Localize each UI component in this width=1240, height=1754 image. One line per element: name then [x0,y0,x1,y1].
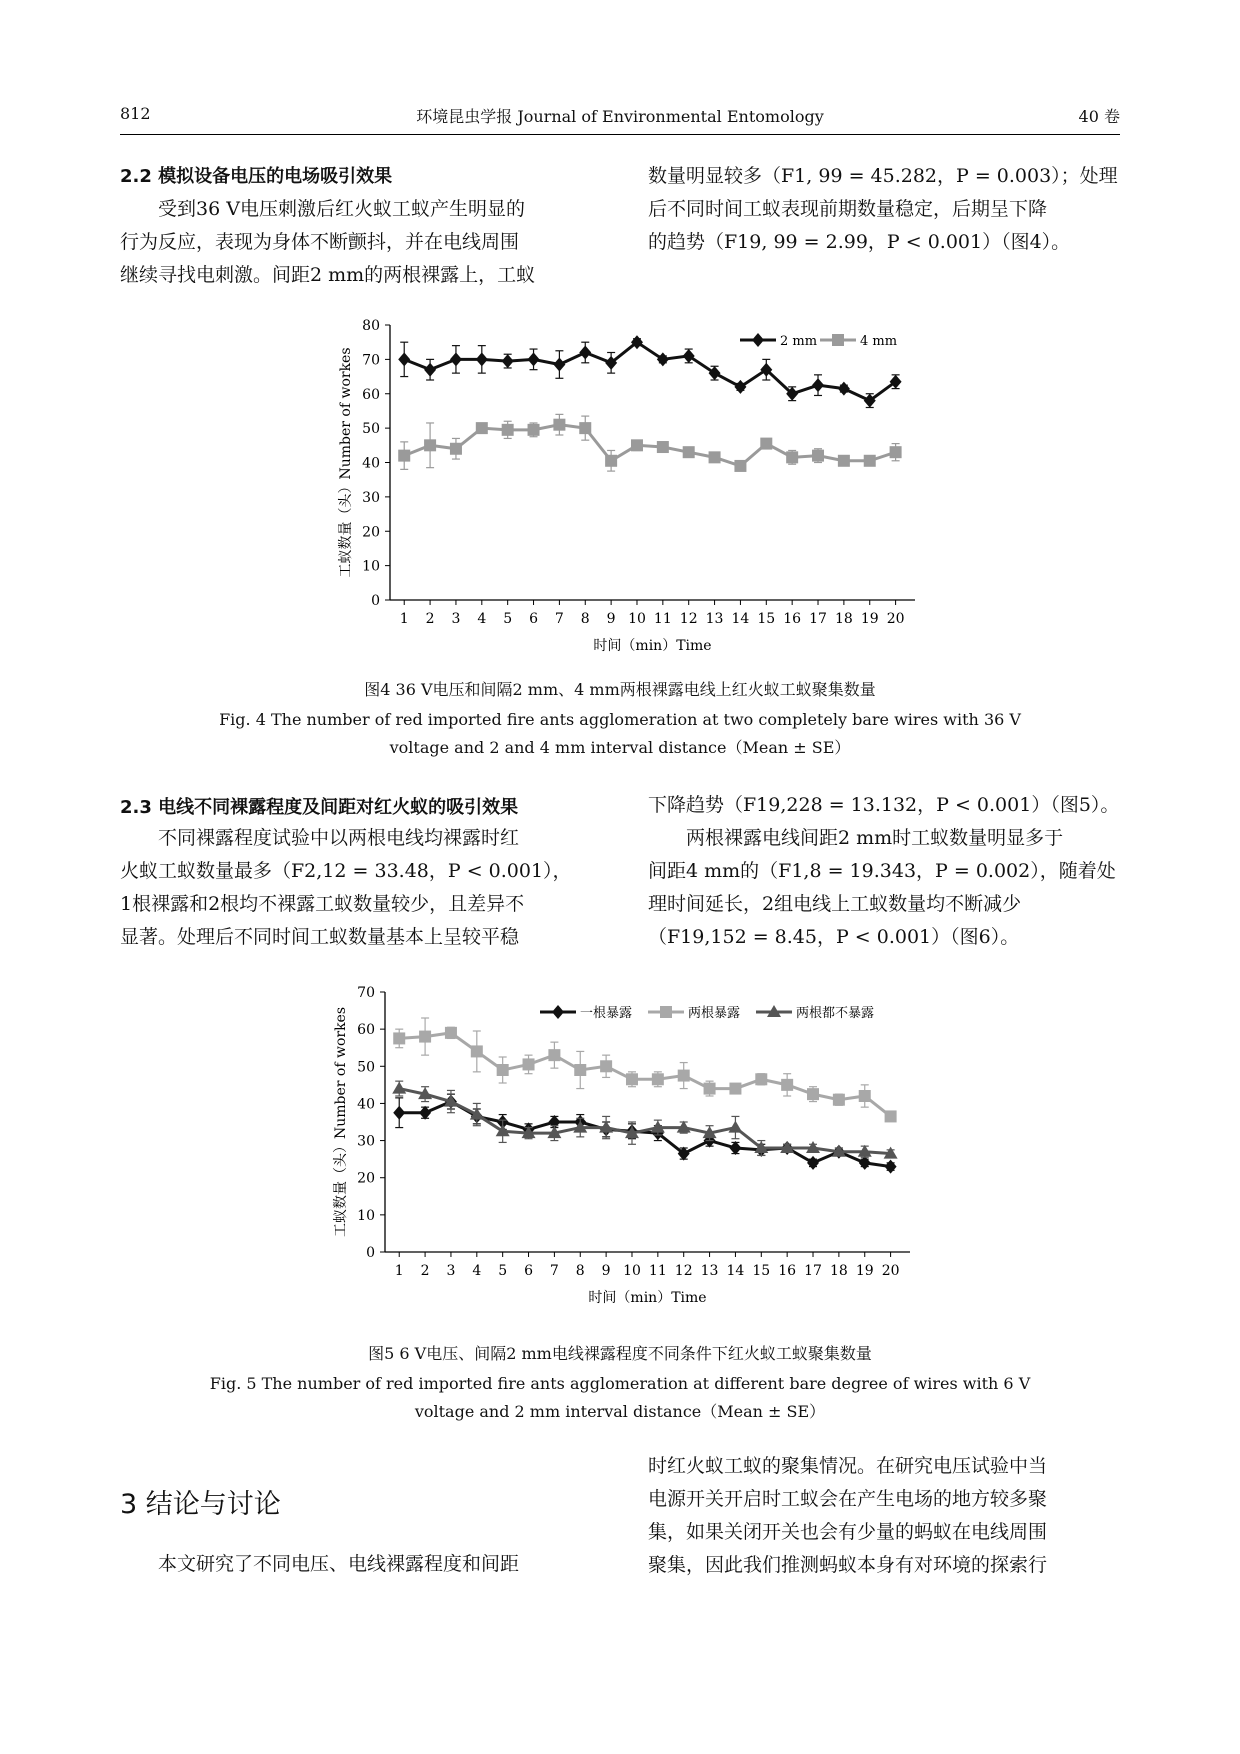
data-point [528,352,540,366]
text-line: 下降趋势（F19,228 = 13.132，P < 0.001）（图5）。 [648,794,1120,816]
data-point [864,455,876,467]
x-tick-label: 6 [524,1263,533,1279]
x-axis-label: 时间（min）Time [588,1290,707,1306]
x-tick-label: 9 [601,1263,611,1279]
data-point [553,419,565,431]
y-tick-label: 50 [362,421,380,438]
x-tick-label: 16 [783,611,802,627]
text-line: 聚集，因此我们推测蚂蚁本身有对环境的探索行 [648,1554,1048,1576]
y-tick-label: 0 [371,593,380,609]
data-point [755,1073,767,1085]
text-line: 电源开关开启时工蚁会在产生电场的地方较多聚 [648,1488,1048,1510]
legend-marker [752,333,764,347]
x-tick-label: 17 [809,611,827,627]
legend-marker [660,1006,672,1018]
text-line: 继续寻找电刺激。间距2 mm的两根裸露上，工蚁 [120,264,536,286]
text-line: 两根裸露电线间距2 mm时工蚁数量明显多于 [648,827,1064,849]
data-point [553,358,565,372]
data-point [704,1083,716,1095]
x-tick-label: 16 [778,1263,797,1279]
x-tick-label: 8 [580,611,590,627]
data-point [393,1106,405,1120]
y-axis-label: 工蚁数量（头）Number of workes [338,347,354,578]
y-tick-label: 70 [362,352,380,369]
data-point [728,1121,742,1133]
x-tick-label: 18 [834,611,853,627]
series-2 [393,1018,896,1122]
x-tick-label: 12 [679,611,698,627]
section-3-right-column [648,1450,1047,1582]
x-tick-label: 2 [420,1263,430,1279]
data-point [657,441,669,453]
figure-4-caption-en-1: Fig. 4 The number of red imported fire ants agglomeration at two completely bare wires with 36 V [219,710,1021,729]
data-point [393,1032,405,1044]
text-line: 1根裸露和2根均不裸露工蚁数量较少，且差异不 [120,893,525,915]
legend-label: 4 mm [860,334,898,349]
section-3-heading: 3 结论与讨论 [120,1489,281,1520]
text-line: 的趋势（F19, 99 = 2.99，P < 0.001）（图4）。 [648,231,1071,253]
data-point [502,354,514,368]
series-1 [393,1094,896,1173]
section-3-left-column [120,1548,519,1581]
legend-label: 两根都不暴露 [796,1006,875,1021]
data-point [678,1070,690,1082]
legend-entry [820,334,897,349]
x-tick-label: 19 [860,611,879,627]
legend-entry [756,1005,874,1021]
y-tick-label: 20 [357,1170,375,1187]
section-2-3-heading: 2.3 电线不同裸露程度及间距对红火蚁的吸引效果 [120,797,519,818]
data-point [786,451,798,463]
data-point [600,1060,612,1072]
data-point [833,1094,845,1106]
data-point [419,1031,431,1043]
data-point [838,382,850,396]
data-point [528,424,540,436]
x-tick-label: 4 [472,1263,482,1279]
data-point [812,378,824,392]
x-tick-label: 3 [446,1263,456,1279]
x-tick-label: 17 [804,1263,822,1279]
x-tick-label: 14 [731,611,750,627]
x-tick-label: 11 [648,1263,667,1279]
data-point [807,1088,819,1100]
data-point [729,1141,741,1155]
series-1 [398,335,901,407]
data-point [398,352,410,366]
data-point [729,1083,741,1095]
x-tick-label: 7 [554,611,564,627]
y-tick-label: 60 [362,386,380,403]
data-point [890,446,902,458]
y-tick-label: 10 [362,558,380,575]
series-3 [392,1081,897,1158]
data-point [398,450,410,462]
data-point [579,422,591,434]
x-tick-label: 6 [529,611,538,627]
data-point [497,1064,509,1076]
legend-marker [552,1005,564,1019]
data-point [812,450,824,462]
text-line: （F19,152 = 8.45，P < 0.001）（图6）。 [648,926,1020,948]
data-point [523,1058,535,1070]
y-axis-label: 工蚁数量（头）Number of workes [333,1006,349,1238]
legend-marker [832,334,844,346]
data-point [626,1073,638,1085]
y-tick-label: 60 [357,1022,375,1039]
x-tick-label: 10 [628,611,646,627]
x-tick-label: 5 [498,1263,508,1279]
y-tick-label: 30 [362,489,380,506]
text-line: 不同裸露程度试验中以两根电线均裸露时红 [120,827,520,849]
y-tick-label: 80 [362,318,380,334]
section-2-2-left-column [120,193,535,292]
x-tick-label: 1 [399,611,409,627]
text-line: 集，如果关闭开关也会有少量的蚂蚁在电线周围 [648,1521,1048,1543]
data-point [476,422,488,434]
x-tick-label: 18 [829,1263,848,1279]
text-line: 数量明显较多（F1, 99 = 45.282，P = 0.003）；处理 [648,165,1118,187]
legend-entry [648,1005,740,1021]
legend-label: 一根暴露 [580,1006,633,1021]
x-tick-label: 1 [394,1263,404,1279]
legend-entry [540,1005,632,1021]
x-tick-label: 8 [575,1263,585,1279]
y-tick-label: 40 [362,455,380,472]
data-point [807,1156,819,1170]
section-2-3-left-column [120,822,572,954]
y-tick-label: 30 [357,1133,375,1150]
page-number: 812 [120,104,151,123]
data-point [424,439,436,451]
text-line: 时红火蚁工蚁的聚集情况。在研究电压试验中当 [648,1455,1048,1477]
data-point [709,366,721,380]
x-tick-label: 4 [477,611,487,627]
x-tick-label: 2 [425,611,435,627]
data-point [579,346,591,360]
data-point [392,1082,406,1094]
data-point [760,438,772,450]
running-header-volume: 40 卷 [1078,107,1120,126]
section-2-3-right-column [648,789,1119,954]
x-tick-label: 5 [503,611,513,627]
x-tick-label: 13 [700,1263,719,1279]
y-tick-label: 40 [357,1096,375,1113]
data-point [885,1160,897,1174]
data-point [476,352,488,366]
x-tick-label: 3 [451,611,461,627]
data-point [631,439,643,451]
data-point [781,1079,793,1091]
data-point [419,1106,431,1120]
x-axis-label: 时间（min）Time [593,638,712,654]
header-rule [120,134,1120,135]
text-line: 受到36 V电压刺激后红火蚁工蚁产生明显的 [120,198,525,220]
figure-5-chart [305,980,925,1330]
data-point [734,380,746,394]
text-line: 本文研究了不同电压、电线裸露程度和间距 [120,1553,520,1575]
y-tick-label: 0 [366,1245,375,1261]
series-line [404,342,895,400]
y-tick-label: 70 [357,985,375,1001]
legend-label: 2 mm [780,334,818,349]
figure-4-caption-cn: 图4 36 V电压和间隔2 mm、4 mm两根裸露电线上红火蚁工蚁聚集数量 [364,680,876,699]
section-2-2-right-column [648,160,1118,259]
x-tick-label: 12 [674,1263,693,1279]
figure-5-caption-en-2: voltage and 2 mm interval distance（Mean ± SE） [414,1402,826,1421]
x-tick-label: 15 [752,1263,771,1279]
data-point [657,352,669,366]
x-tick-label: 20 [881,1263,900,1279]
data-point [450,443,462,455]
data-point [683,446,695,458]
text-line: 显著。处理后不同时间工蚁数量基本上呈较平稳 [120,926,520,948]
data-point [574,1064,586,1076]
x-tick-label: 14 [726,1263,745,1279]
text-line: 间距4 mm的（F1,8 = 19.343，P = 0.002），随着处 [648,860,1116,882]
text-line: 理时间延长，2组电线上工蚁数量均不断减少 [648,893,1022,915]
series-2 [398,414,901,472]
x-tick-label: 10 [623,1263,641,1279]
x-tick-label: 7 [549,1263,559,1279]
data-point [605,455,617,467]
data-point [445,1027,457,1039]
data-point [859,1156,871,1170]
data-point [885,1110,897,1122]
x-tick-label: 15 [757,611,776,627]
x-tick-label: 11 [653,611,672,627]
x-tick-label: 20 [886,611,905,627]
y-tick-label: 50 [357,1059,375,1076]
data-point [709,451,721,463]
data-point [734,460,746,472]
section-2-2-heading: 2.2 模拟设备电压的电场吸引效果 [120,166,393,187]
y-tick-label: 10 [357,1207,375,1224]
data-point [838,455,850,467]
figure-4-caption-en-2: voltage and 2 and 4 mm interval distance（Mean ± SE） [389,738,851,757]
data-point [424,363,436,377]
data-point [450,352,462,366]
legend-entry [740,333,817,349]
x-tick-label: 9 [606,611,616,627]
text-line: 行为反应，表现为身体不断颤抖，并在电线周围 [120,231,520,253]
text-line: 后不同时间工蚁表现前期数量稳定，后期呈下降 [648,198,1048,220]
y-tick-label: 20 [362,524,380,541]
figure-4-chart [310,315,930,665]
x-tick-label: 19 [855,1263,874,1279]
data-point [548,1049,560,1061]
data-point [859,1090,871,1102]
text-line: 火蚁工蚁数量最多（F2,12 = 33.48，P < 0.001）， [120,860,572,882]
figure-5-caption-cn: 图5 6 V电压、间隔2 mm电线裸露程度不同条件下红火蚁工蚁聚集数量 [368,1344,872,1363]
figure-5-caption-en-1: Fig. 5 The number of red imported fire ants agglomeration at different bare degree of wires with 6 V [209,1374,1031,1393]
running-header-journal: 环境昆虫学报 Journal of Environmental Entomology [416,107,824,126]
legend-label: 两根暴露 [688,1006,741,1021]
data-point [683,349,695,363]
x-tick-label: 13 [705,611,724,627]
data-point [471,1045,483,1057]
data-point [502,424,514,436]
data-point [652,1073,664,1085]
